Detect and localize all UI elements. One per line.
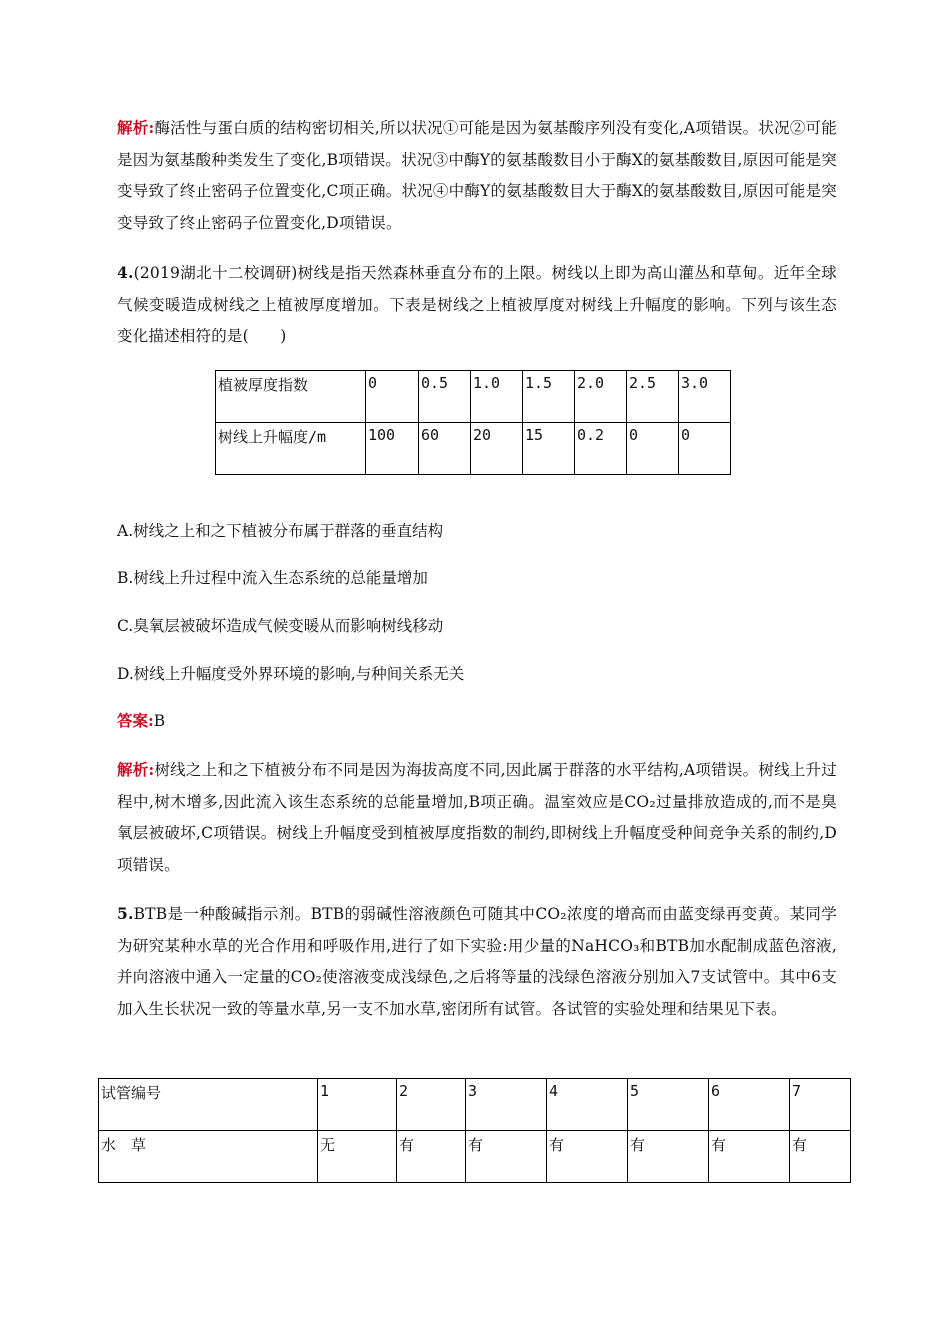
table-cell: 1.5 xyxy=(523,371,575,423)
table-header-cell: 试管编号 xyxy=(99,1079,318,1131)
table-cell: 60 xyxy=(419,423,471,475)
table-cell: 0 xyxy=(366,371,419,423)
question-5-stem xyxy=(117,898,837,1025)
table-cell: 有 xyxy=(466,1131,547,1183)
test-tube-table xyxy=(98,1078,851,1183)
analysis-q3 xyxy=(117,112,837,239)
answer-line xyxy=(117,711,165,731)
analysis-label: 解析: xyxy=(117,760,155,779)
question-number: 4. xyxy=(117,263,134,282)
option-d: D.树线上升幅度受外界环境的影响,与种间关系无关 xyxy=(117,665,465,683)
question-text: (2019湖北十二校调研)树线是指天然森林垂直分布的上限。树线以上即为高山灌丛和草甸。近年全球气候变暖造成树线之上植被厚度增加。下表是树线之上植被厚度对树线上升幅度的影响。下列与该生态变化描述相符的是( ) xyxy=(117,264,837,345)
table-row xyxy=(99,1131,851,1183)
question-number: 5. xyxy=(117,904,134,923)
table-cell: 有 xyxy=(397,1131,466,1183)
table-cell: 有 xyxy=(628,1131,709,1183)
vegetation-table xyxy=(215,370,731,475)
table-cell: 0.2 xyxy=(575,423,627,475)
table-header-cell: 水 草 xyxy=(99,1131,318,1183)
option-b: B.树线上升过程中流入生态系统的总能量增加 xyxy=(117,569,428,587)
table-cell: 1.0 xyxy=(471,371,523,423)
table-row xyxy=(99,1079,851,1131)
table-row xyxy=(216,423,731,475)
option-c: C.臭氧层被破坏造成气候变暖从而影响树线移动 xyxy=(117,617,444,635)
table-cell: 2.0 xyxy=(575,371,627,423)
answer-label: 答案: xyxy=(117,711,154,730)
table-cell: 5 xyxy=(628,1079,709,1131)
table-cell: 无 xyxy=(318,1131,397,1183)
table-cell: 2.5 xyxy=(627,371,679,423)
option-a: A.树线之上和之下植被分布属于群落的垂直结构 xyxy=(117,522,444,540)
table-cell: 2 xyxy=(397,1079,466,1131)
table-cell: 有 xyxy=(790,1131,851,1183)
table-cell: 3.0 xyxy=(679,371,731,423)
analysis-q4 xyxy=(117,754,837,881)
analysis-text: 树线之上和之下植被分布不同是因为海拔高度不同,因此属于群落的水平结构,A项错误。树线上升过程中,树木增多,因此流入该生态系统的总能量增加,B项正确。温室效应是CO₂过量排放造成的,而不是臭氧层被破坏,C项错误。树线上升幅度受到植被厚度指数的制约,即树线上升幅度受种间竞争关系的制约,D项错误。 xyxy=(117,761,837,874)
table-row xyxy=(216,371,731,423)
table-cell: 0 xyxy=(679,423,731,475)
analysis-text: 酶活性与蛋白质的结构密切相关,所以状况①可能是因为氨基酸序列没有变化,A项错误。状况②可能是因为氨基酸种类发生了变化,B项错误。状况③中酶Y的氨基酸数目小于酶X的氨基酸数目,原因可能是突变导致了终止密码子位置变化,C项正确。状况④中酶Y的氨基酸数目大于酶X的氨基酸数目,原因可能是突变导致了终止密码子位置变化,D项错误。 xyxy=(117,119,837,232)
table-cell: 6 xyxy=(709,1079,790,1131)
table-cell: 有 xyxy=(709,1131,790,1183)
table-cell: 15 xyxy=(523,423,575,475)
table-cell: 100 xyxy=(366,423,419,475)
table-cell: 7 xyxy=(790,1079,851,1131)
table-cell: 4 xyxy=(547,1079,628,1131)
table-cell: 20 xyxy=(471,423,523,475)
table-cell: 有 xyxy=(547,1131,628,1183)
table-cell: 0.5 xyxy=(419,371,471,423)
table-cell: 3 xyxy=(466,1079,547,1131)
answer-value: B xyxy=(153,712,166,730)
question-text: BTB是一种酸碱指示剂。BTB的弱碱性溶液颜色可随其中CO₂浓度的增高而由蓝变绿再变黄。某同学为研究某种水草的光合作用和呼吸作用,进行了如下实验:用少量的NaHCO₃和BTB加水配制成蓝色溶液,并向溶液中通入一定量的CO₂使溶液变成浅绿色,之后将等量的浅绿色溶液分别加入7支试管中。其中6支加入生长状况一致的等量水草,另一支不加水草,密闭所有试管。各试管的实验处理和结果见下表。 xyxy=(117,905,837,1018)
table-cell: 1 xyxy=(318,1079,397,1131)
table-header-cell: 树线上升幅度/m xyxy=(216,423,366,475)
question-4-stem xyxy=(117,257,837,353)
table-header-cell: 植被厚度指数 xyxy=(216,371,366,423)
analysis-label: 解析: xyxy=(117,118,155,137)
table-cell: 0 xyxy=(627,423,679,475)
